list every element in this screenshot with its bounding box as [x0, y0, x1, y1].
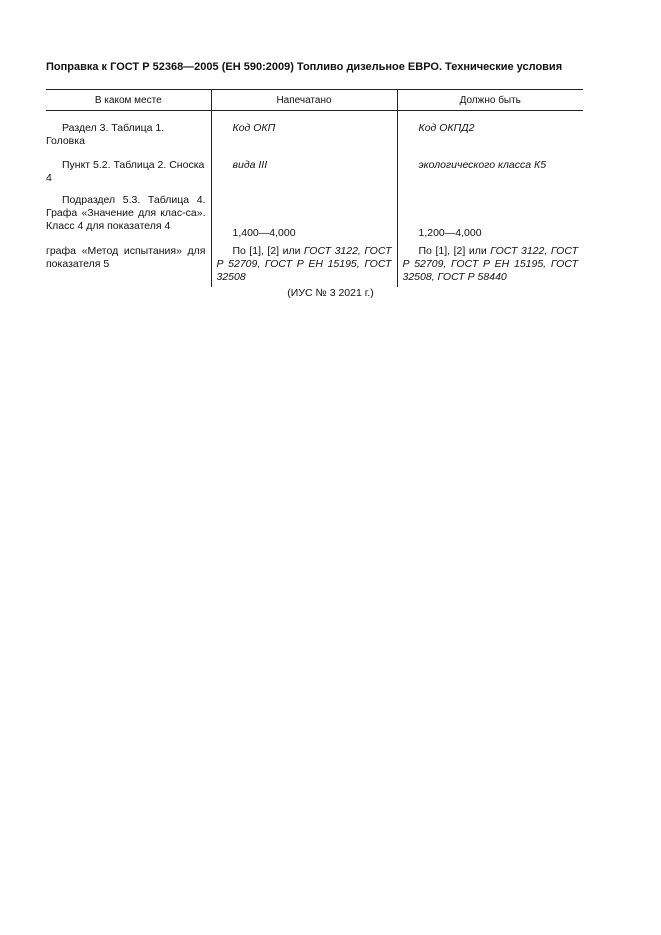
correction-table: [46, 89, 583, 287]
table-header-row: [46, 90, 583, 111]
table-row: [46, 243, 583, 287]
footer-source-note: (ИУС № 3 2021 г.): [287, 287, 374, 299]
table-row: [46, 111, 583, 151]
row-should-be: 1,200—4,000: [397, 185, 583, 243]
row-printed: 1,400—4,000: [211, 185, 397, 243]
should-be-standards: ГОСТ 3122, ГОСТ Р 52709, ГОСТ Р ЕН 15195, ГОСТ 32508, ГОСТ Р 58440: [402, 245, 578, 283]
row-place: Подраздел 5.3. Таблица 4. Графа «Значение для клас-са». Класс 4 для показателя 4: [46, 194, 206, 232]
table-row: [46, 185, 583, 243]
row-should-be: [397, 243, 583, 287]
header-should-be: Должно быть: [397, 90, 583, 111]
header-place: В каком месте: [46, 90, 211, 111]
row-should-be: Код ОКПД2: [397, 111, 583, 151]
row-should-be: экологического класса К5: [397, 150, 583, 185]
printed-prefix: По [1], [2] или: [232, 245, 304, 257]
header-printed: Напечатано: [211, 90, 397, 111]
row-place: графа «Метод испытания» для показателя 5: [46, 245, 206, 270]
printed-standards: ГОСТ 3122, ГОСТ Р 52709, ГОСТ Р ЕН 15195, ГОСТ 32508: [216, 245, 392, 283]
row-place: Пункт 5.2. Таблица 2. Сноска 4: [46, 159, 205, 184]
table-row: [46, 150, 583, 185]
row-place: Раздел 3. Таблица 1. Головка: [46, 122, 165, 147]
row-printed: Код ОКП: [211, 111, 397, 151]
should-be-prefix: По [1], [2] или: [418, 245, 491, 257]
row-printed: [211, 243, 397, 287]
document-title: Поправка к ГОСТ Р 52368—2005 (ЕН 590:2009) Топливо дизельное ЕВРО. Технические условия: [46, 61, 563, 73]
row-printed: вида III: [211, 150, 397, 185]
